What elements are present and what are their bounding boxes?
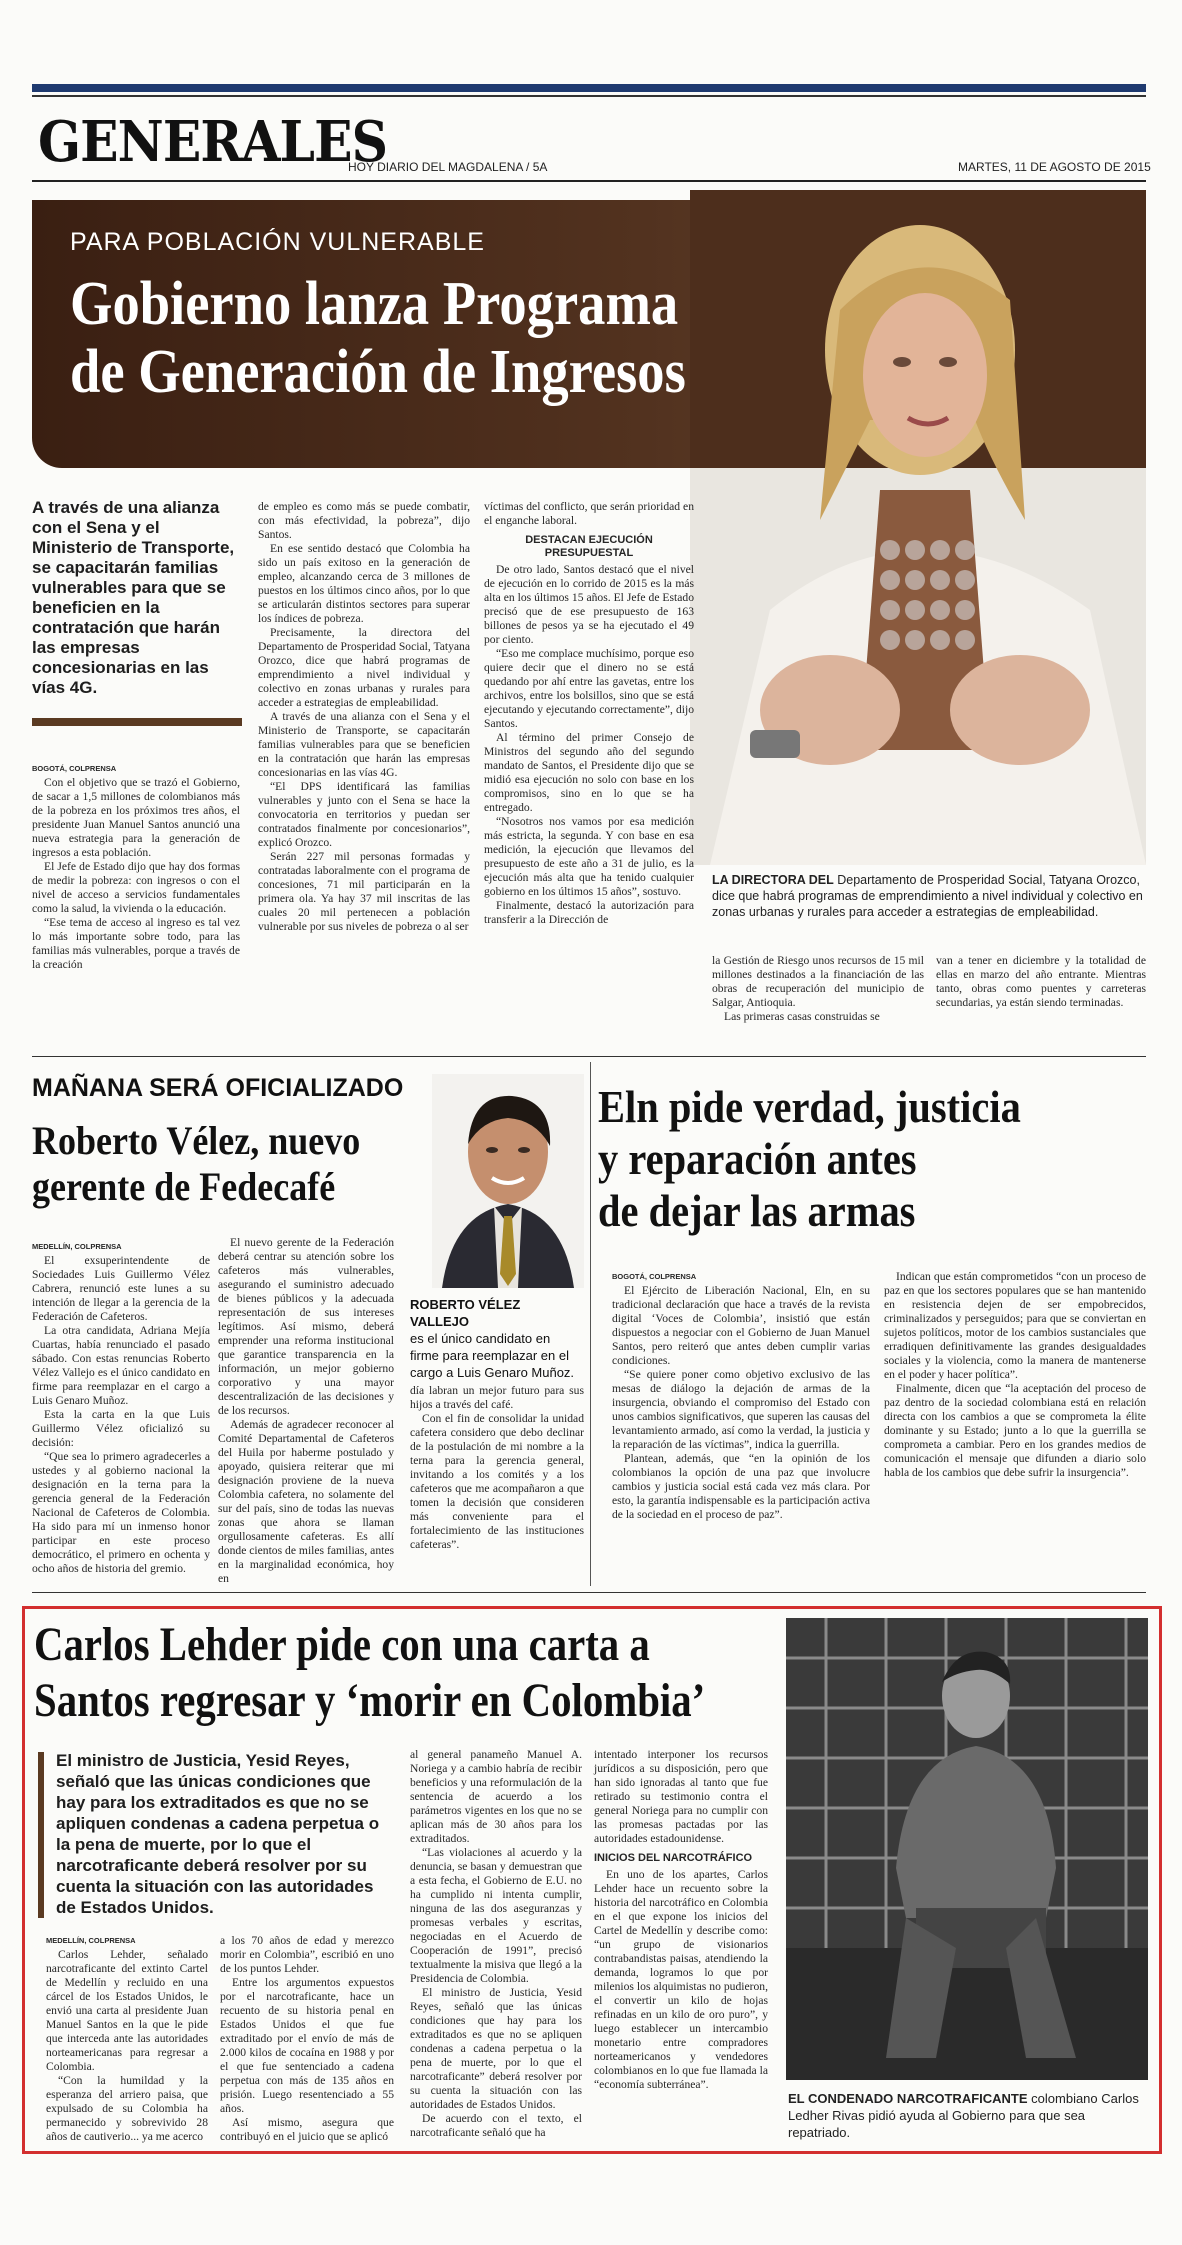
paragraph: Plantean, además, que “en la opinión de los colombianos la opción de una paz que involucre cambios y justicia social está cada vez más clara. Por esto, la garantía indispensable es la participación activa de la sociedad en el proceso de paz”.: [612, 1452, 870, 1521]
article3-title-line3: de dejar las armas: [598, 1185, 916, 1236]
article1-column5: [936, 954, 1146, 1036]
paragraph: Entre los argumentos expuestos por el narcotraficante, hace un recuento de su historia penal en Estados Unidos el que fue extraditado por el envío de más de 2.000 kilos de cocaína en 1988 y por el que fue sentenciado a cadena perpetua con más de 135 años en prisión. Luego resentenciado a 55 años.: [220, 1976, 394, 2115]
article3-dateline: BOGOTÁ, COLPRENSA: [612, 1272, 697, 1281]
paragraph: El ministro de Justicia, Yesid Reyes, señaló que las únicas condiciones que hay para los extraditados es que no se apliquen condenas a cadena perpetua o la pena de muerte, por lo que el narcotraficante” deberá resolver por su cuenta la situación con las autoridades de Estados Unidos.: [410, 1986, 582, 2111]
article2-kicker: MAÑANA SERÁ OFICIALIZADO: [32, 1074, 404, 1102]
article1-column4: [712, 954, 924, 1036]
paragraph: al general panameño Manuel A. Noriega y a cambio habría de recibir beneficios y una reformulación de la sentencia de acuerdo a los parámetros vigentes en los que no se aplican más de 30 años para los extraditados.: [410, 1748, 582, 1845]
paragraph: Serán 227 mil personas formadas y contratadas laboralmente con el programa de concesiones, 71 mil participarán en la primera ola. Ya hay 37 mil inscritas de las cuales 20 mil pertenecen a población vulnerable por sus niveles de pobreza o al ser: [258, 850, 470, 933]
top-color-bar: [32, 84, 1146, 92]
paragraph: “Se quiere poner como objetivo exclusivo de las mesas de diálogo la dejación de armas de la insurgencia, obviando el compromiso del Estado con unos cambios significativos, que superen las causas del levantamiento armado, así como la verdad, la justicia y la reparación de las víctimas”, indica la guerrilla.: [612, 1368, 870, 1451]
article4-title-line2: Santos regresar y ‘morir en Colombia’: [34, 1674, 706, 1727]
paragraph: Al término del primer Consejo de Ministros del segundo año del segundo mandato de Santos, el Presidente dijo que se midió esa ejecución no solo con base en los compromisos, sino en lo que se ha entregado.: [484, 731, 694, 814]
publication-name: HOY DIARIO DEL MAGDALENA / 5A: [348, 160, 548, 174]
paragraph: día labran un mejor futuro para sus hijos a través del café.: [410, 1384, 584, 1411]
paragraph: En ese sentido destacó que Colombia ha sido un país exitoso en la generación de empleo, alcanzando cerca de 3 millones de puestos en los últimos cinco años, por lo que se articularán distintos sectores para superar los índices de pobreza.: [258, 542, 470, 625]
paragraph: La otra candidata, Adriana Mejía Cuartas, había renunciado el pasado sábado. Con estas renuncias Roberto Vélez Vallejo es el único candidato en firme para reemplazar en el cargo a Luis Genaro Muñoz.: [32, 1324, 210, 1407]
paragraph: De otro lado, Santos destacó que el nivel de ejecución en lo corrido de 2015 es la más alta en los últimos 15 años. El Jefe de Estado precisó que de ese presupuesto de 163 billones de pesos ya se ha ejecutado el 49 por ciento.: [484, 563, 694, 646]
article2-title-line2: gerente de Fedecafé: [32, 1164, 336, 1209]
paragraph: “Eso me complace muchísimo, porque eso quiere decir que el dinero no se está quedando por ahí entre las gavetas, entre los archivos, entre los bolsillos, sino que se está ejecutando y ejecutando correctamente”, dijo Santos.: [484, 647, 694, 730]
paragraph: De acuerdo con el texto, el narcotraficante señaló que ha: [410, 2112, 582, 2139]
paragraph: El exsuperintendente de Sociedades Luis Guillermo Vélez Cabrera, renunció este lunes a su intención de llegar a la gerencia de la Federación de Cafeteros.: [32, 1254, 210, 1323]
paragraph: Precisamente, la directora del Departamento de Prosperidad Social, Tatyana Orozco, dice que habrá programas de emprendimiento a nivel individual y colectivo en zonas urbanas y rurales para acceder a estrategias de empleabilidad.: [258, 626, 470, 709]
article4-lede-bar: [38, 1752, 44, 1918]
article1-bottom-rule: [32, 1056, 1146, 1057]
article4-column4: [594, 1748, 768, 2146]
paragraph: “Que sea lo primero agradecerles a ustedes y al gobierno nacional la designación en la terna para la gerencia general de la Federación Nacional de Cafeteros de Colombia. Ha sido para mí un inmenso honor participar en este proceso democrático, el primero en ochenta y ocho años de historia del gremio.: [32, 1450, 210, 1575]
paragraph: “Con la humildad y la esperanza del arriero paisa, que expulsado de su Colombia ha permanecido y sobrevivido 28 años de cautiverio... ya me acerco: [46, 2074, 208, 2143]
article2-column2: [218, 1236, 394, 1585]
paragraph: A través de una alianza con el Sena y el Ministerio de Transporte, se capacitarán familias vulnerables para que se beneficien en la contratación que harán las empresas concesionarias en las vías 4G.: [258, 710, 470, 779]
paragraph: “Las violaciones al acuerdo y la denuncia, se basan y demuestran que a esta fecha, el Gobierno de E.U. no ha cumplido ni intenta cumplir, ninguna de las dos aseguranzas y promesas verbales y escritas, negociadas en el Acuerdo de Cooperación de 1991”, precisó textualmente la misiva que llegó a la Presidencia de Colombia.: [410, 1846, 582, 1985]
article4-subheading: INICIOS DEL NARCOTRÁFICO: [594, 1852, 753, 1864]
paragraph: Carlos Lehder, señalado narcotraficante del extinto Cartel de Medellín y recluido en una cárcel de los Estados Unidos, le envió una carta al presidente Juan Manuel Santos en la que le pide que interceda ante las autoridades norteamericanas para regresar a Colombia.: [46, 1948, 208, 2073]
article3-title-line2: y reparación antes: [598, 1133, 917, 1184]
article2-photo-caption: [410, 1296, 582, 1381]
article4-column2: [220, 1934, 394, 2146]
article4-dateline: MEDELLÍN, COLPRENSA: [46, 1936, 136, 1945]
article2-column1: [32, 1240, 210, 1576]
article4-lede: El ministro de Justicia, Yesid Reyes, señaló que las únicas condiciones que hay para los extraditados es que no se apliquen condenas a cadena perpetua o la pena de muerte, por lo que el narcotraficante deberá resolver por su cuenta la situación con las autoridades de Estados Unidos.: [56, 1751, 380, 1917]
paragraph: Indican que están comprometidos “con un proceso de paz en que los sectores populares que se han mantenido en resistencia dejen de ser empobrecidos, criminalizados y perseguidos; para que se conviertan en sujetos políticos, motor de los cambios sustanciales que erradiquen definitivamente las grandes desigualdades sociales y la violencia, como la manera de mantenerse en el poder y hacer política”.: [884, 1270, 1146, 1381]
article1-title-line2: de Generación de Ingresos: [70, 338, 686, 406]
paragraph: Con el objetivo que se trazó el Gobierno, de sacar a 1,5 millones de colombianos más de la pobreza en los próximos tres años, el presidente Juan Manuel Santos anunció una nueva estrategia para la generación de ingresos a esta población.: [32, 776, 240, 859]
paragraph: Finalmente, dicen que “la aceptación del proceso de paz dentro de la sociedad colombiana está en relación directa con los cambios a que se comprometa la élite dominante y su Estado; junto a lo que la guerrilla se comprometa a cambiar. Pero en los grandes medios de comunicación el mensaje que difunden a diario solo habla de los cambios que debe sufrir la insurgencia”.: [884, 1382, 1146, 1479]
paragraph: El Ejército de Liberación Nacional, Eln, en su tradicional declaración que hace a través de la revista digital ‘Voces de Colombia’, insistió que están dispuestos a negociar con el Gobierno de Juan Manuel Santos, pero reiteró que antes deben cumplir varias condiciones.: [612, 1284, 870, 1367]
caption-text: colombiano Carlos Ledher Rivas pidió ayuda al Gobierno para que sea repatriado.: [788, 2091, 1139, 2140]
paragraph: Además de agradecer reconocer al Comité Departamental de Cafeteros del Huila por haberme postulado y apoyado, quisiera reiterar que mi designación proviene de la nueva Colombia cafetera, no solamente del sur del país, sino de todas las nuevas zonas que ahora se llaman orgullosamente cafeteras. Es allí donde cientos de miles familias, antes en la marginalidad económica, hoy en: [218, 1418, 394, 1585]
article1-photo-caption: [712, 872, 1146, 920]
top-rule-thin: [32, 95, 1146, 97]
paragraph: intentado interponer los recursos jurídicos a su disposición, pero que han sido ignoradas al tanto que fue retirado su testimonio contra el general Noriega para no cumplir con las promesas pactadas por las autoridades estadounidense.: [594, 1748, 768, 1845]
paragraph: En uno de los apartes, Carlos Lehder hace un recuento sobre la historia del narcotráfico en Colombia en el que expone los inicios del Cartel de Medellín y describe como: “un grupo de visionarios contrabandistas paisas, atendiendo la demanda, logramos lo que por milenios los alquimistas no pudieron, el convertir un kilo de hojas refinadas en un kilo de oro puro”, y luego establecer un intercambio monetario entre compradores norteamericanos y vendedores colombianos en lo que fue llamada la “economía subterránea”.: [594, 1868, 768, 2091]
paragraph: “El DPS identificará las familias vulnerables y junto con el Sena se hace la convocatoria en territorios y puedan ser contratados finalmente por concesionarios”, explicó Orozco.: [258, 780, 470, 849]
caption-text: Departamento de Prosperidad Social, Tatyana Orozco, dice que habrá programas de emprendimiento a nivel individual y colectivo en zonas urbanas y rurales para acceder a estrategias de empleabilidad.: [712, 873, 1143, 919]
paragraph: “Nosotros nos vamos por esa medición más estricta, la segunda. Y con base en esa medición, la ejecución que llevamos del presupuesto de este año a 31 de julio, es la ejecución más alta que ha tenido cualquier gobierno en los últimos 15 años”, sostuvo.: [484, 815, 694, 898]
section-title: GENERALES: [38, 109, 388, 175]
issue-date: MARTES, 11 DE AGOSTO DE 2015: [958, 160, 1151, 174]
paragraph: la Gestión de Riesgo unos recursos de 15 mil millones destinados a la financiación de las obras de recuperación del municipio de Salgar, Antioquia.: [712, 954, 924, 1009]
article1-column1: [32, 762, 240, 1036]
article1-lede: A través de una alianza con el Sena y el Ministerio de Transporte, se capacitarán familias vulnerables para que se beneficien en la contratación que harán las empresas concesionarias en las vías 4G.: [32, 498, 235, 697]
article3-title-line1: Eln pide verdad, justicia: [598, 1081, 1021, 1132]
article4-column3: [410, 1748, 582, 2146]
article1-kicker: PARA POBLACIÓN VULNERABLE: [70, 228, 485, 256]
article1-lede-bar: [32, 718, 242, 726]
paragraph: víctimas del conflicto, que serán prioridad en el enganche laboral.: [484, 500, 694, 527]
paragraph: El nuevo gerente de la Federación deberá centrar su atención sobre los cafeteros más vulnerables, asegurando el suministro adecuado de bienes públicos y la adecuada representación de sus intereses legítimos. Así mismo, deberá emprender una reforma institucional que garantice transparencia en la información, un mejor gobierno corporativo y una mayor descentralización de las decisiones y de los recursos.: [218, 1236, 394, 1417]
article2-dateline: MEDELLÍN, COLPRENSA: [32, 1242, 122, 1251]
article1-director-photo: [690, 190, 1146, 865]
header-bottom-rule: [32, 180, 1146, 182]
article1-title-line1: Gobierno lanza Programa: [70, 270, 679, 338]
paragraph: van a tener en diciembre y la totalidad de ellas en marzo del año entrante. Mientras tanto, obras como puentes y carreteras secundarias, ya están siendo terminadas.: [936, 954, 1146, 1009]
paragraph: a los 70 años de edad y merezco morir en Colombia”, escribió en uno de los puntos Lehder.: [220, 1934, 394, 1975]
article2-title-line1: Roberto Vélez, nuevo: [32, 1118, 361, 1163]
article4-photo-caption: [788, 2090, 1146, 2141]
article3-column1: [612, 1270, 870, 1580]
article1-subheading: DESTACAN EJECUCIÓN PRESUPUESTAL: [525, 534, 653, 559]
paragraph: Con el fin de consolidar la unidad cafetera considero que debo declinar de la postulación de mi nombre a la terna para la gerencia general, invitando a los comités y a los cafeteros que me acompañaron a que tomen la decisión que consideren más conveniente para el fortalecimiento de las instituciones cafeteras”.: [410, 1412, 584, 1551]
caption-lead: EL CONDENADO NARCOTRAFICANTE: [788, 2091, 1028, 2106]
article2-column3: [410, 1384, 584, 1576]
article4-prisoner-photo: [786, 1618, 1148, 2080]
paragraph: Esta la carta en la que Luis Guillermo Vélez oficializó su decisión:: [32, 1408, 210, 1449]
article4-column1: [46, 1934, 208, 2146]
article2-portrait-photo: [432, 1074, 584, 1288]
article3-bottom-rule: [32, 1592, 1146, 1593]
article4-title-line1: Carlos Lehder pide con una carta a: [34, 1618, 650, 1671]
paragraph: Las primeras casas construidas se: [724, 1010, 880, 1023]
paragraph: Finalmente, destacó la autorización para transferir a la Dirección de: [484, 899, 694, 926]
paragraph: de empleo es como más se puede combatir, con más efectividad, la pobreza”, dijo Santos.: [258, 500, 470, 541]
caption-lead: LA DIRECTORA DEL: [712, 873, 834, 887]
article1-column3: [484, 500, 694, 1036]
column-divider: [590, 1062, 591, 1586]
paragraph: Así mismo, asegura que contribuyó en el juicio que se aplicó: [220, 2116, 394, 2143]
caption-text: es el único candidato en firme para reemplazar en el cargo a Luis Genaro Muñoz.: [410, 1331, 575, 1380]
article1-column2: [258, 500, 470, 1036]
paragraph: “Ese tema de acceso al ingreso es tal vez lo más importante sobre todo, para las familias más vulnerables, porque a través de la creación: [32, 916, 240, 971]
paragraph: El Jefe de Estado dijo que hay dos formas de medir la pobreza: con ingresos o con el nivel de acceso a servicios fundamentales como la salud, la vivienda o la educación.: [32, 860, 240, 915]
caption-lead: ROBERTO VÉLEZ VALLEJO: [410, 1297, 521, 1329]
article1-dateline: BOGOTÁ, COLPRENSA: [32, 764, 117, 773]
article3-column2: [884, 1270, 1146, 1580]
